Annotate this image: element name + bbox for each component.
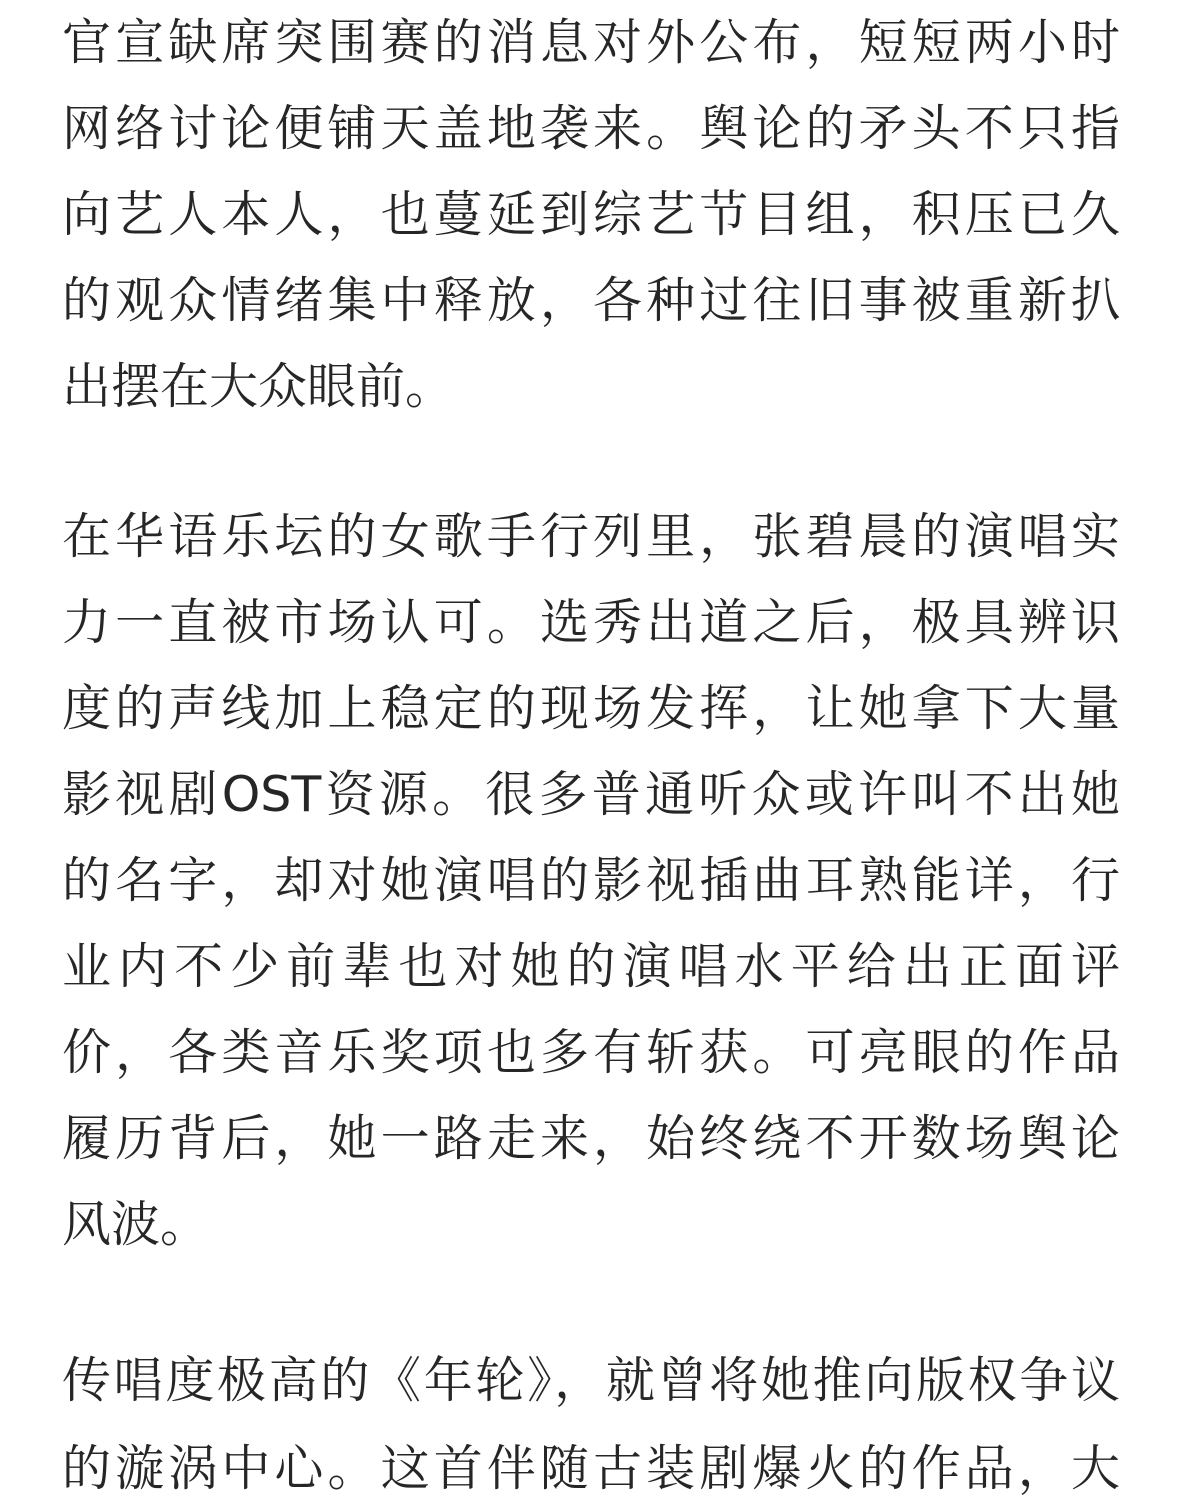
text-line: 价，各类音乐奖项也多有斩获。可亮眼的作品	[62, 1024, 1120, 1081]
text-line: 网络讨论便铺天盖地袭来。舆论的矛头不只指	[62, 100, 1120, 157]
text-line: 出摆在大众眼前。	[62, 358, 455, 415]
text-line: 力一直被市场认可。选秀出道之后，极具辨识	[62, 594, 1120, 651]
text-line: 传唱度极高的《年轮》，就曾将她推向版权争议	[62, 1352, 1120, 1409]
text-line: 风波。	[62, 1196, 210, 1253]
text-line: 的名字，却对她演唱的影视插曲耳熟能详，行	[62, 852, 1120, 909]
text-line: 影视剧OST资源。很多普通听众或许叫不出她	[62, 766, 1120, 823]
text-line: 履历背后，她一路走来，始终绕不开数场舆论	[62, 1110, 1120, 1167]
text-line: 的观众情绪集中释放，各种过往旧事被重新扒	[62, 272, 1120, 329]
text-line: 在华语乐坛的女歌手行列里，张碧晨的演唱实	[62, 508, 1120, 565]
text-line: 的漩涡中心。这首伴随古装剧爆火的作品，大	[62, 1440, 1120, 1497]
text-line: 官宣缺席突围赛的消息对外公布，短短两小时	[62, 14, 1120, 71]
text-line: 度的声线加上稳定的现场发挥，让她拿下大量	[62, 680, 1120, 737]
text-line: 向艺人本人，也蔓延到综艺节目组，积压已久	[62, 186, 1120, 243]
text-line: 业内不少前辈也对她的演唱水平给出正面评	[62, 938, 1120, 995]
